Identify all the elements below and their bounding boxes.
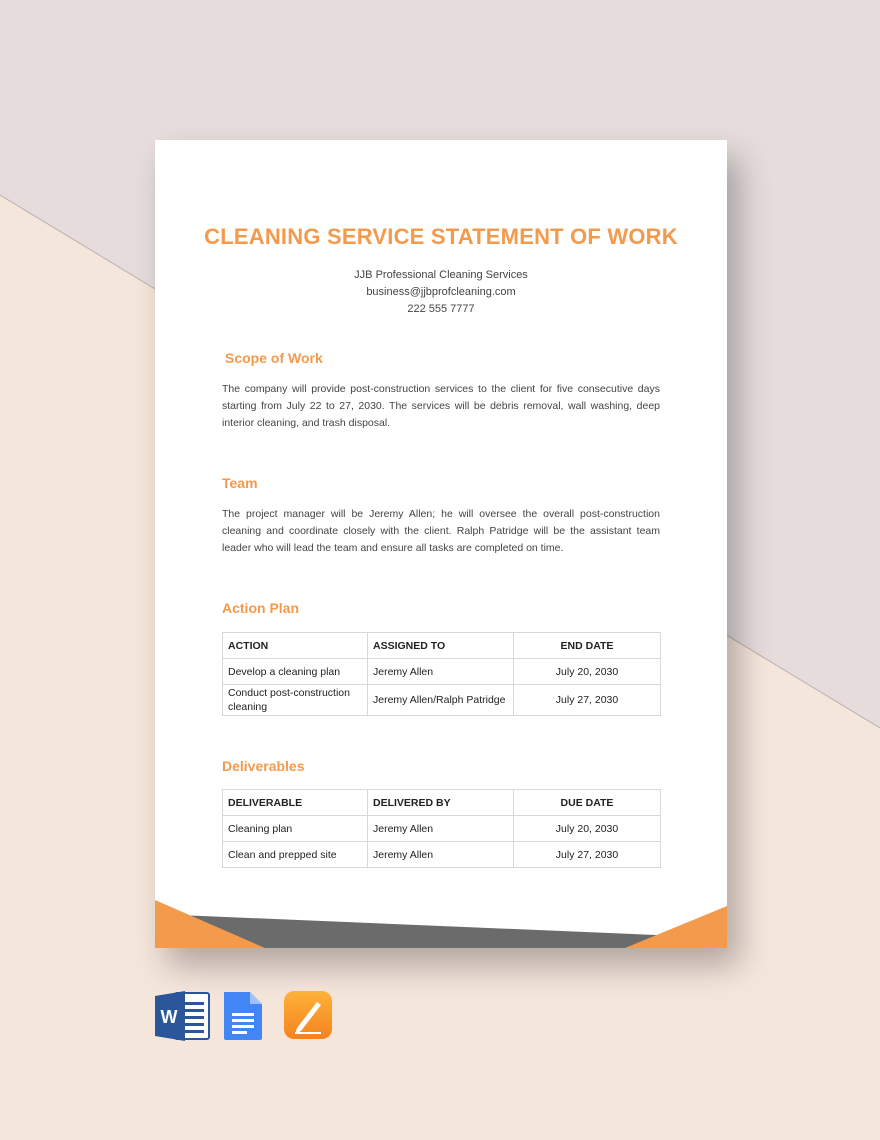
scope-heading: Scope of Work <box>225 350 323 366</box>
column-header: DELIVERABLE <box>223 790 368 816</box>
company-name: JJB Professional Cleaning Services <box>354 269 528 281</box>
document-title: CLEANING SERVICE STATEMENT OF WORK <box>204 224 678 249</box>
pages-icon[interactable] <box>283 990 335 1042</box>
table-cell: Clean and prepped site <box>223 842 368 868</box>
deliverables-heading: Deliverables <box>222 758 305 774</box>
table-cell: Jeremy Allen <box>368 842 514 868</box>
table-cell: July 20, 2030 <box>514 659 661 685</box>
column-header: ASSIGNED TO <box>368 633 514 659</box>
google-docs-icon[interactable] <box>222 990 264 1042</box>
svg-text:W: W <box>160 1007 178 1027</box>
action-plan-heading: Action Plan <box>222 600 300 616</box>
table-cell: Jeremy Allen <box>368 659 514 685</box>
table-row <box>223 816 661 842</box>
footer-decoration <box>155 888 727 948</box>
table-cell: Conduct post-construction cleaning <box>223 685 368 716</box>
action-plan-table <box>222 632 661 716</box>
team-body: The project manager will be Jeremy Allen; he will oversee the overall post-construction cleaning and coordinate closely with the client. Ralph Patridge will be the assistant team leader who will lead the team and ensure all tasks are completed on time. <box>222 508 660 554</box>
scope-body: The company will provide post-construction services to the client for five consecutive days starting from July 22 to 27, 2030. The services will be debris removal, wall washing, deep interior cleaning, and trash disposal. <box>222 383 660 429</box>
table-cell: Jeremy Allen <box>368 816 514 842</box>
table-cell: July 20, 2030 <box>514 816 661 842</box>
column-header: DELIVERED BY <box>368 790 514 816</box>
column-header: END DATE <box>514 633 661 659</box>
table-row <box>223 685 661 716</box>
table-row <box>223 842 661 868</box>
table-header-row <box>223 633 661 659</box>
table-header-row <box>223 790 661 816</box>
column-header: ACTION <box>223 633 368 659</box>
document-page <box>155 140 727 948</box>
deliverables-table <box>222 789 661 868</box>
team-heading: Team <box>222 475 258 491</box>
table-cell: Cleaning plan <box>223 816 368 842</box>
table-cell: Develop a cleaning plan <box>223 659 368 685</box>
table-cell: July 27, 2030 <box>514 685 661 716</box>
word-icon[interactable] <box>155 990 211 1042</box>
format-icons <box>155 990 335 1042</box>
table-cell: Jeremy Allen/Ralph Patridge <box>368 685 514 716</box>
company-email: business@jjbprofcleaning.com <box>366 286 516 298</box>
company-phone: 222 555 7777 <box>407 303 475 315</box>
table-row <box>223 659 661 685</box>
table-cell: July 27, 2030 <box>514 842 661 868</box>
column-header: DUE DATE <box>514 790 661 816</box>
